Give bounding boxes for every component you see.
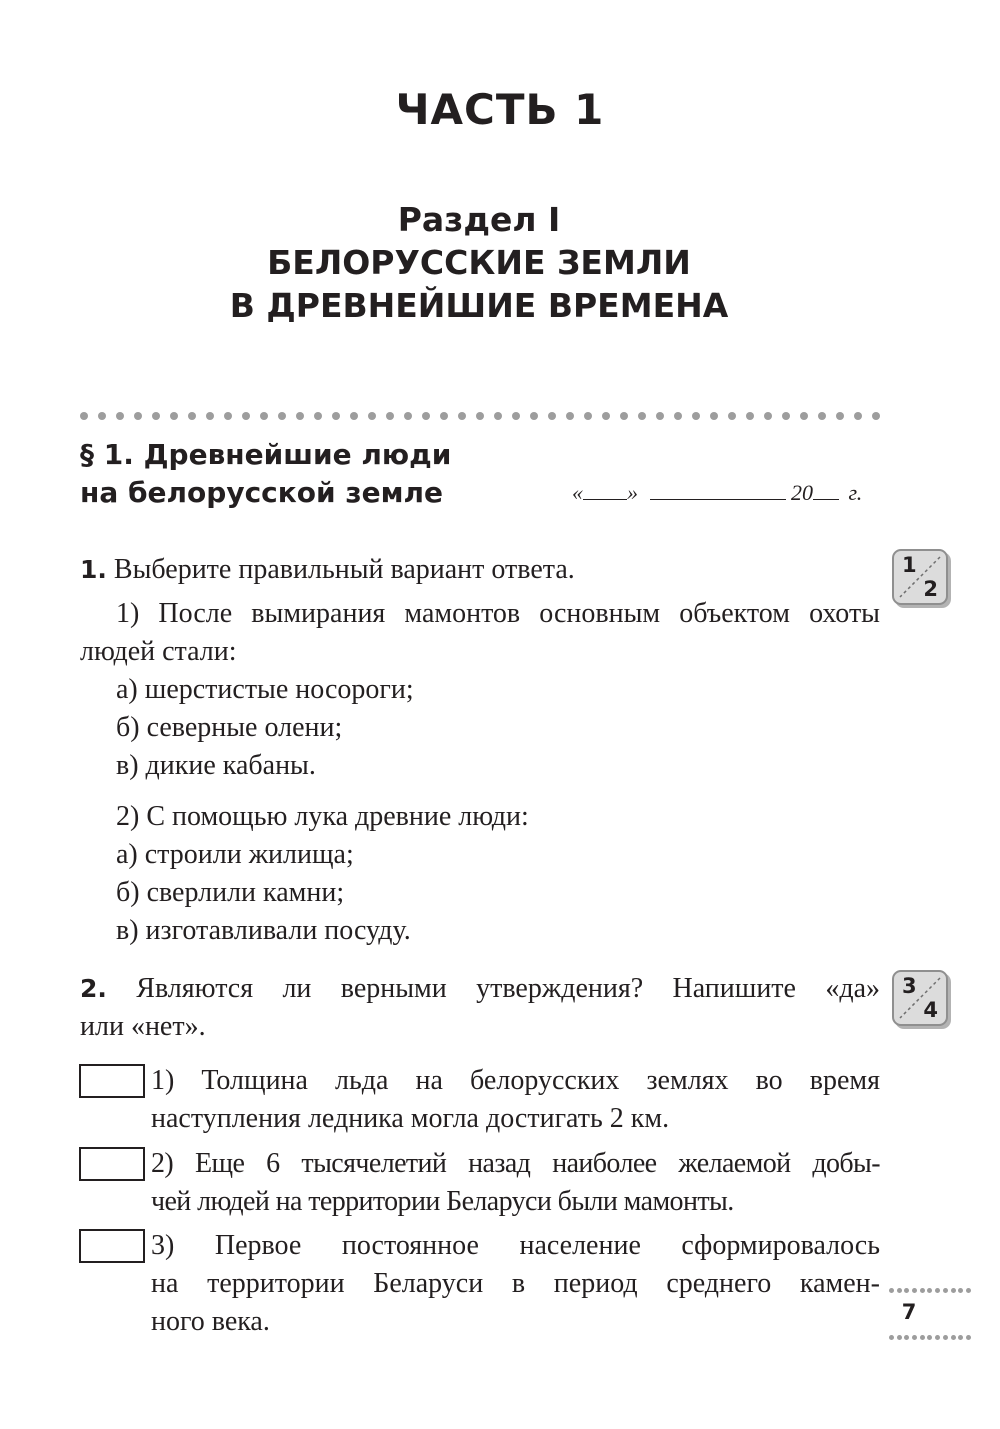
divider-dot [951, 1335, 956, 1340]
q2-option-c[interactable]: в) изготавливали посуду. [116, 915, 411, 946]
divider-dot [818, 412, 826, 420]
page-number: 7 [901, 1300, 917, 1324]
task-1-q2-options [116, 836, 411, 950]
divider-dot [404, 412, 412, 420]
task-2-instruction-line-1: 2. Являются ли верными утверждения? Напишите «да» [80, 973, 881, 1004]
date-field[interactable] [572, 480, 882, 506]
task-1-question-2: 2) С помощью лука древние люди: [116, 801, 529, 832]
divider-dot [904, 1335, 909, 1340]
badge-bottom-number: 2 [923, 577, 938, 601]
divider-dot [98, 412, 106, 420]
paragraph-title-line-1: § 1. Древнейшие люди [80, 438, 452, 471]
task-2-heading [80, 970, 880, 1046]
statement-2-line-2: чей людей на территории Беларуси были мамонты. [151, 1186, 734, 1217]
divider-dot [966, 1288, 971, 1293]
divider-dot [656, 412, 664, 420]
divider-dot [927, 1288, 932, 1293]
divider-dot [260, 412, 268, 420]
q1-option-b[interactable]: б) северные олени; [116, 712, 343, 743]
divider-dot [836, 412, 844, 420]
divider-dot [674, 412, 682, 420]
divider-dot [943, 1335, 948, 1340]
statement-2-line-1: 2) Еще 6 тысячелетий назад наиболее желаемой добы- [151, 1148, 880, 1179]
divider-dot [958, 1335, 963, 1340]
date-year-blank[interactable] [813, 481, 839, 500]
divider-dot [314, 412, 322, 420]
divider-dot [386, 412, 394, 420]
answer-box-1[interactable] [79, 1064, 145, 1098]
divider-dot [296, 412, 304, 420]
divider-dot [935, 1288, 940, 1293]
divider-dot [638, 412, 646, 420]
badge-top-number: 1 [902, 553, 917, 577]
paragraph-title-line-2: на белорусской земле [80, 476, 444, 509]
task-1-number: 1. [80, 555, 107, 584]
divider-dot [368, 412, 376, 420]
divider-dot [458, 412, 466, 420]
date-close-quote: » [627, 480, 638, 505]
divider-dot [134, 412, 142, 420]
date-month-blank[interactable] [650, 481, 786, 500]
divider-dot [782, 412, 790, 420]
divider-dot [242, 412, 250, 420]
divider-dot [943, 1288, 948, 1293]
divider-dot [746, 412, 754, 420]
divider-dot [920, 1335, 925, 1340]
divider-dot [512, 412, 520, 420]
date-year-suffix: г. [848, 480, 863, 505]
divider-dot [602, 412, 610, 420]
section-label: Раздел I [397, 200, 561, 239]
divider-dot [966, 1335, 971, 1340]
divider-dot [566, 412, 574, 420]
divider-dot [800, 412, 808, 420]
date-day-blank[interactable] [583, 481, 627, 500]
divider-dot [904, 1288, 909, 1293]
divider-dot [422, 412, 430, 420]
answer-box-3[interactable] [79, 1229, 145, 1263]
statement-1 [151, 1062, 880, 1138]
divider-dot [912, 1335, 917, 1340]
divider-dot [206, 412, 214, 420]
page-number-dots-top [889, 1287, 971, 1293]
q2-option-a[interactable]: а) строили жилища; [116, 839, 354, 870]
divider-dot [116, 412, 124, 420]
divider-dot [889, 1288, 894, 1293]
answer-box-2[interactable] [79, 1147, 145, 1181]
divider-dot [620, 412, 628, 420]
divider-dot [710, 412, 718, 420]
q1-option-c[interactable]: в) дикие кабаны. [116, 750, 316, 781]
section-title-line-1: БЕЛОРУССКИЕ ЗЕМЛИ [267, 243, 691, 282]
divider-dot [350, 412, 358, 420]
divider-dot [889, 1335, 894, 1340]
task-2-number: 2. [80, 974, 107, 1003]
statement-3-line-1: 3) Первое постоянное население сформировалось [151, 1230, 880, 1261]
page-number-dots-bottom [889, 1334, 971, 1340]
task-1-question-1: 1) После вымирания мамонтов основным объектом охоты людей стали: [80, 598, 880, 667]
statement-3-line-3: ного века. [151, 1306, 270, 1337]
statement-1-line-1: 1) Толщина льда на белорусских землях во время [151, 1065, 880, 1096]
divider-dot [188, 412, 196, 420]
badge-bottom-number: 4 [923, 998, 938, 1022]
divider-dot [897, 1335, 902, 1340]
paragraph-title [80, 436, 451, 512]
divider-dot [584, 412, 592, 420]
divider-dot [897, 1288, 902, 1293]
divider-dot [854, 412, 862, 420]
divider-dot [912, 1288, 917, 1293]
divider-dot [170, 412, 178, 420]
section-title-line-2: В ДРЕВНЕЙШИЕ ВРЕМЕНА [229, 286, 729, 325]
divider-dot [872, 412, 880, 420]
date-open-quote: « [572, 480, 583, 505]
q2-option-b[interactable]: б) сверлили камни; [116, 877, 345, 908]
q1-option-a[interactable]: а) шерстистые носороги; [116, 674, 414, 705]
divider-dot [958, 1288, 963, 1293]
task-1-q1-options [116, 671, 414, 785]
divider-dot [224, 412, 232, 420]
task-1-instruction: Выберите правильный вариант ответа. [113, 554, 575, 585]
divider-dot [530, 412, 538, 420]
divider-dot [935, 1335, 940, 1340]
task-2-instruction-line-2: или «нет». [80, 1011, 206, 1042]
divider-dot [920, 1288, 925, 1293]
divider-dot [278, 412, 286, 420]
points-badge-1-2 [892, 549, 948, 605]
date-year-prefix: 20 [791, 480, 813, 505]
divider-dot [692, 412, 700, 420]
divider-dot [927, 1335, 932, 1340]
divider-dot [152, 412, 160, 420]
divider-dot [764, 412, 772, 420]
divider-dot [440, 412, 448, 420]
divider-dot [476, 412, 484, 420]
section-heading [0, 198, 958, 327]
divider-dot [80, 412, 88, 420]
statement-3 [151, 1227, 880, 1341]
part-title: ЧАСТЬ 1 [395, 85, 605, 134]
divider-dot [332, 412, 340, 420]
statement-2 [151, 1145, 880, 1221]
divider-dot [728, 412, 736, 420]
dotted-divider [80, 411, 880, 421]
divider-dot [548, 412, 556, 420]
statement-3-line-2: на территории Беларуси в период среднего камен- [151, 1268, 880, 1299]
task-1-heading [80, 551, 880, 589]
statement-1-line-2: наступления ледника могла достигать 2 км. [151, 1103, 670, 1134]
divider-dot [494, 412, 502, 420]
points-badge-3-4 [892, 970, 948, 1026]
badge-top-number: 3 [902, 974, 917, 998]
divider-dot [951, 1288, 956, 1293]
